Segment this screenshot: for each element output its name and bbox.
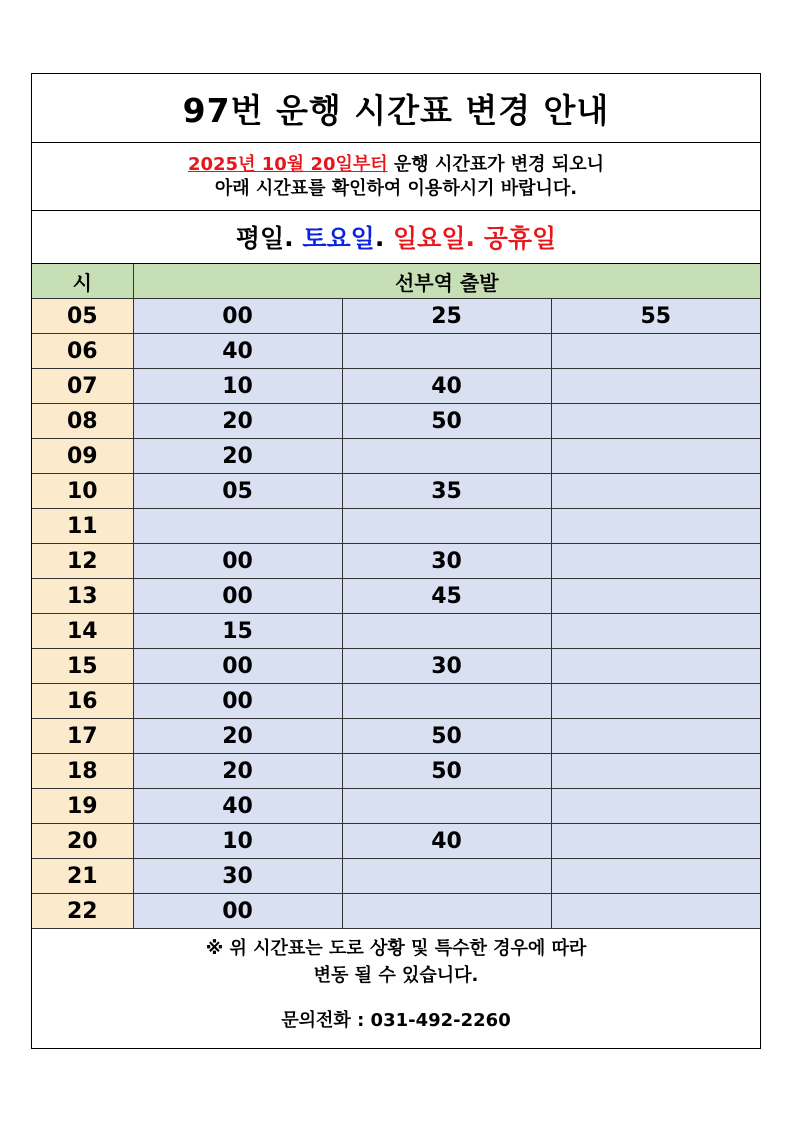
hour-cell: 06	[32, 334, 133, 369]
timetable-row	[32, 579, 760, 614]
day-saturday: 토요일	[302, 224, 375, 253]
hour-cell: 14	[32, 614, 133, 649]
change-notice	[32, 143, 760, 211]
day-holiday: 공휴일	[483, 224, 557, 253]
timetable-row	[32, 824, 760, 859]
hour-cell: 15	[32, 649, 133, 684]
minute-cell	[551, 614, 760, 649]
minute-cell: 20	[133, 404, 342, 439]
hour-cell: 10	[32, 474, 133, 509]
minute-cell	[551, 684, 760, 719]
hour-cell: 19	[32, 789, 133, 824]
hour-cell: 11	[32, 509, 133, 544]
minute-cell: 25	[342, 299, 551, 334]
timetable-header-row	[32, 264, 760, 299]
footer-note-line-1: ※ 위 시간표는 도로 상황 및 특수한 경우에 따라	[205, 938, 587, 959]
minute-cell: 00	[133, 684, 342, 719]
hour-cell: 07	[32, 369, 133, 404]
day-sunday: 일요일	[393, 224, 466, 253]
minute-cell	[551, 474, 760, 509]
minute-cell: 00	[133, 544, 342, 579]
timetable-row	[32, 719, 760, 754]
minute-cell	[551, 824, 760, 859]
minute-cell: 05	[133, 474, 342, 509]
minute-cell: 15	[133, 614, 342, 649]
day-separator: .	[465, 222, 484, 252]
minute-cell	[342, 684, 551, 719]
hour-cell: 05	[32, 299, 133, 334]
timetable-row	[32, 649, 760, 684]
timetable-row	[32, 369, 760, 404]
hour-cell: 16	[32, 684, 133, 719]
minute-cell: 00	[133, 649, 342, 684]
minute-cell: 50	[342, 404, 551, 439]
minute-cell	[133, 509, 342, 544]
minute-cell	[551, 719, 760, 754]
minute-cell	[551, 649, 760, 684]
hour-cell: 13	[32, 579, 133, 614]
timetable-row	[32, 544, 760, 579]
timetable-row	[32, 684, 760, 719]
notice-line-2: 아래 시간표를 확인하여 이용하시기 바랍니다.	[214, 177, 578, 199]
timetable-row	[32, 334, 760, 369]
hour-cell: 18	[32, 754, 133, 789]
day-separator: .	[374, 222, 394, 252]
minute-cell	[342, 509, 551, 544]
minute-cell	[551, 369, 760, 404]
hour-cell: 12	[32, 544, 133, 579]
contact-phone: 문의전화 : 031-492-2260	[281, 1010, 511, 1031]
hour-cell: 08	[32, 404, 133, 439]
minute-cell	[551, 439, 760, 474]
minute-cell: 45	[342, 579, 551, 614]
minute-cell	[342, 614, 551, 649]
minute-cell	[342, 334, 551, 369]
notice-line-1-text: 운행 시간표가 변경 되오니	[387, 153, 604, 175]
timetable-body	[32, 299, 760, 929]
minute-cell: 00	[133, 894, 342, 929]
hour-cell: 09	[32, 439, 133, 474]
hour-cell: 20	[32, 824, 133, 859]
minute-cell	[551, 509, 760, 544]
minute-cell	[551, 789, 760, 824]
minute-cell: 40	[133, 334, 342, 369]
minute-cell: 00	[133, 299, 342, 334]
minute-cell	[551, 894, 760, 929]
footer	[32, 929, 760, 1048]
minute-cell: 20	[133, 719, 342, 754]
minute-cell	[342, 439, 551, 474]
timetable-row	[32, 474, 760, 509]
minute-cell	[551, 754, 760, 789]
minute-cell: 50	[342, 754, 551, 789]
minute-cell: 50	[342, 719, 551, 754]
timetable-sheet	[31, 73, 761, 1049]
day-separator: .	[284, 222, 303, 252]
minute-cell: 20	[133, 754, 342, 789]
hour-cell: 17	[32, 719, 133, 754]
timetable-row	[32, 789, 760, 824]
footer-note-line-2: 변동 될 수 있습니다.	[313, 965, 479, 986]
minute-cell	[551, 544, 760, 579]
hour-cell: 22	[32, 894, 133, 929]
footer-note	[206, 935, 587, 989]
timetable-row	[32, 859, 760, 894]
minute-cell	[342, 894, 551, 929]
day-weekday: 평일	[235, 224, 285, 253]
minute-cell	[551, 334, 760, 369]
minute-cell: 00	[133, 579, 342, 614]
page-title: 97번 운행 시간표 변경 안내	[32, 74, 760, 143]
timetable-row	[32, 754, 760, 789]
minute-cell: 35	[342, 474, 551, 509]
minute-cell: 30	[133, 859, 342, 894]
notice-line-1	[188, 153, 604, 177]
timetable-row	[32, 894, 760, 929]
minute-cell: 40	[342, 824, 551, 859]
minute-cell: 10	[133, 369, 342, 404]
minute-cell: 55	[551, 299, 760, 334]
minute-cell: 30	[342, 544, 551, 579]
hour-column-header: 시	[32, 264, 133, 299]
minute-cell: 20	[133, 439, 342, 474]
timetable-row	[32, 299, 760, 334]
timetable-row	[32, 404, 760, 439]
minute-cell	[551, 404, 760, 439]
minute-cell	[342, 859, 551, 894]
minute-cell: 10	[133, 824, 342, 859]
applicable-days	[32, 211, 760, 264]
minute-cell	[551, 859, 760, 894]
minute-cell	[342, 789, 551, 824]
effective-date: 2025년 10월 20일부터	[187, 153, 388, 175]
hour-cell: 21	[32, 859, 133, 894]
minute-cell: 30	[342, 649, 551, 684]
minute-cell: 40	[133, 789, 342, 824]
departure-column-header: 선부역 출발	[133, 264, 760, 299]
minute-cell	[551, 579, 760, 614]
timetable-row	[32, 509, 760, 544]
minute-cell: 40	[342, 369, 551, 404]
timetable	[32, 264, 760, 929]
timetable-row	[32, 614, 760, 649]
timetable-row	[32, 439, 760, 474]
